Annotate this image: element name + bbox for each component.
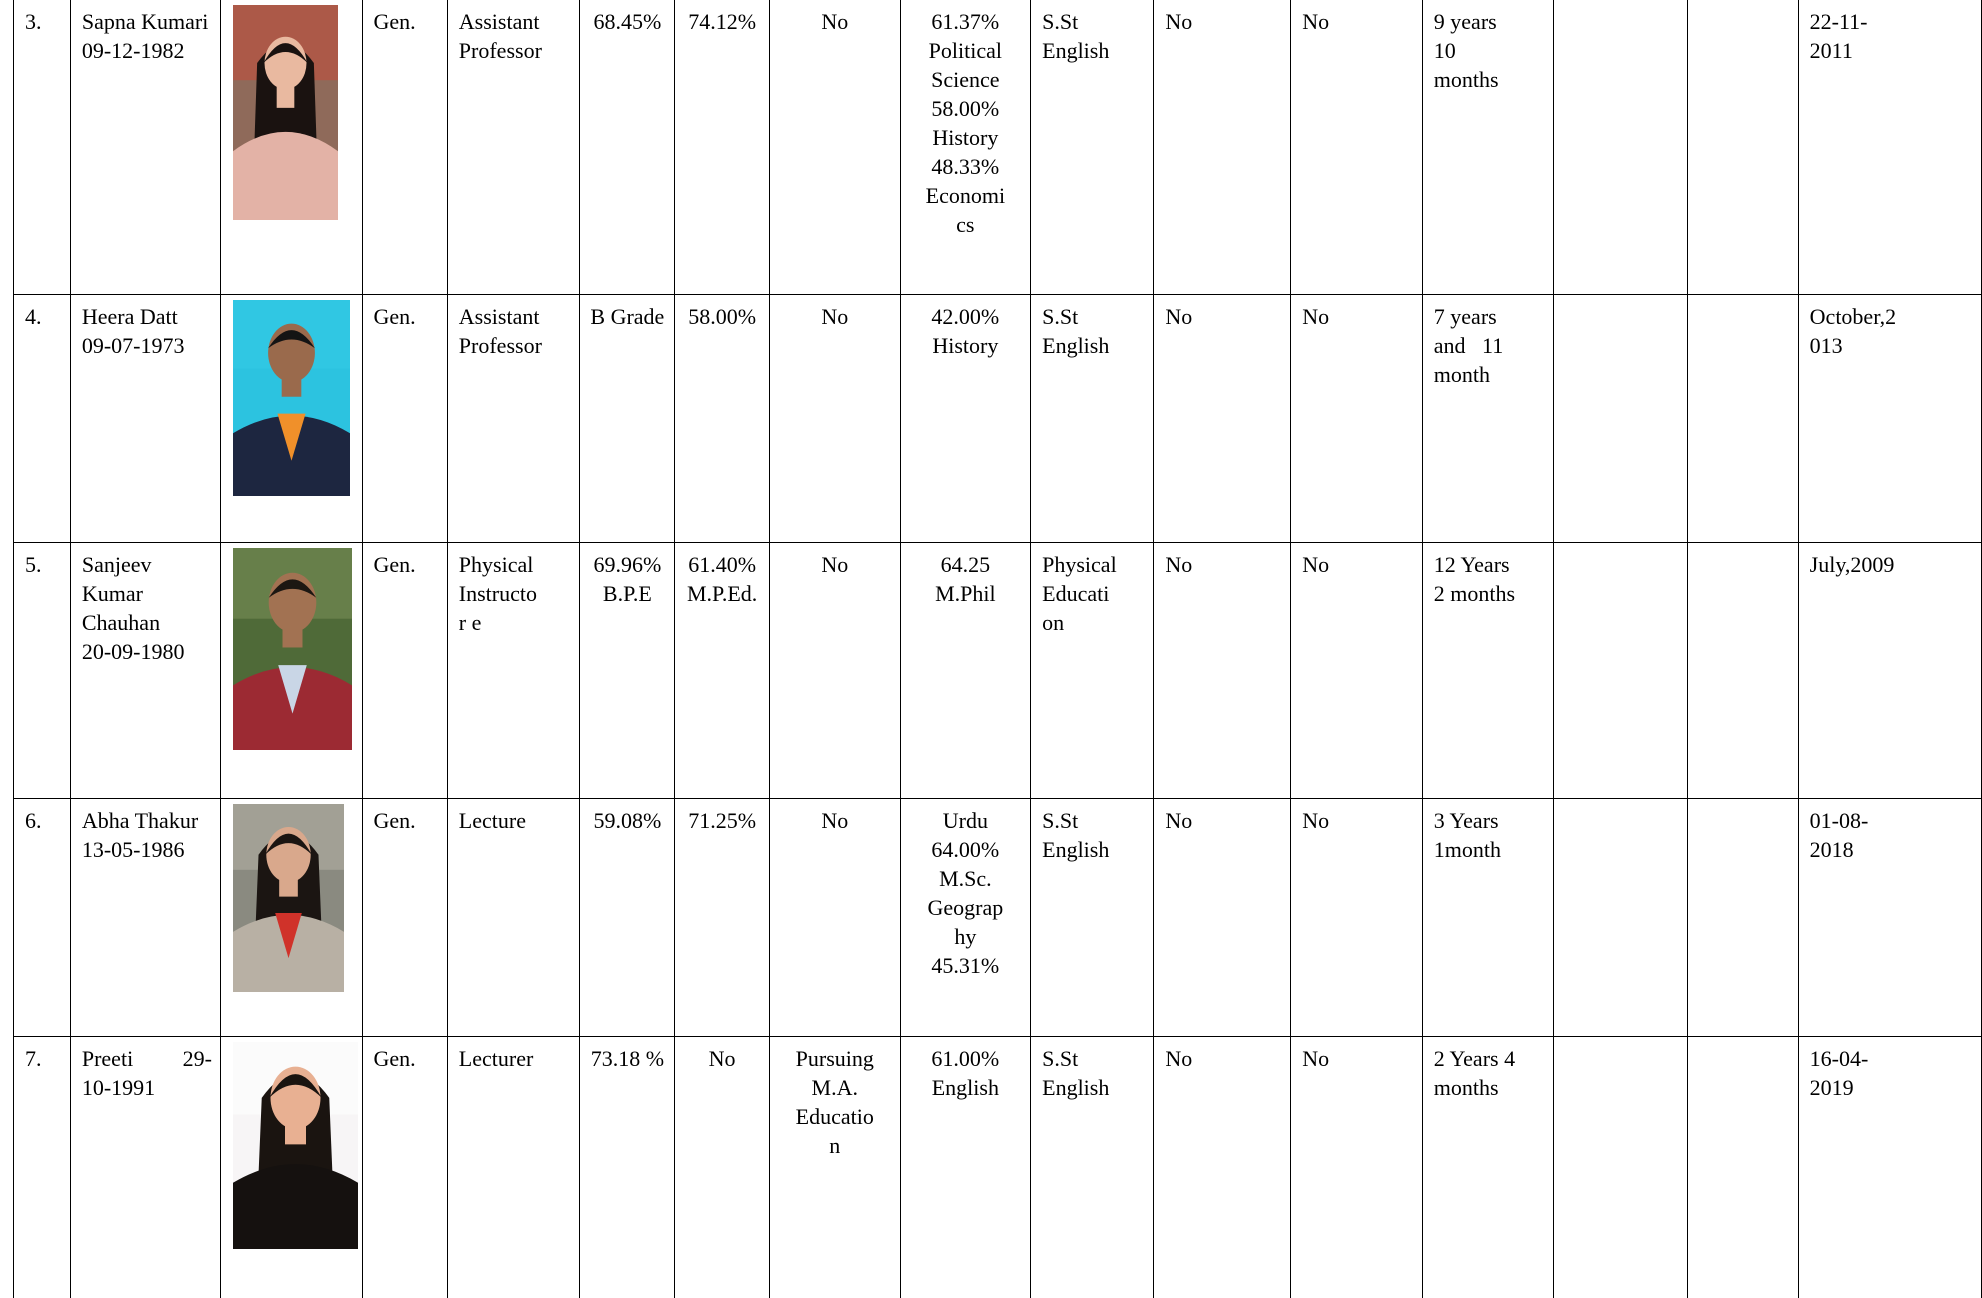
cell-line: 61.37% [931,9,1000,34]
cell-line: 12 Years [1433,552,1510,578]
post-cell [447,294,580,542]
cell-text: Gen. [373,9,416,34]
cell-line: S.St [1042,303,1079,329]
cell-line: Professor [458,38,542,63]
cell-line: months [1433,1075,1499,1101]
blank-cell [1554,294,1688,542]
cell-line: Urdu [942,807,988,833]
cell-line: 13-05-1986 [81,836,185,862]
post-cell [447,0,580,294]
cell-line: 61.00% [931,1046,1000,1072]
cell-line: Pursuing [795,1046,874,1072]
experience-cell [1422,294,1554,542]
cell-line: 48.33% [931,154,1000,179]
photo-cell [221,543,362,799]
cell-line: No [821,552,849,578]
experience-cell [1422,543,1554,799]
qualification-c-cell [770,0,901,294]
cell-line: 3 Years [1433,807,1499,833]
cell-line: Assistant [458,9,540,34]
cell-line: Physical [1042,552,1117,578]
staff-photo [233,5,361,220]
staff-table [13,0,1982,1298]
cell-line: Assistant [458,303,540,329]
flag-f-cell [1291,0,1423,294]
cell-line: 61.40% [688,552,757,578]
cell-text: No [1165,552,1193,578]
flag-e-cell [1154,543,1291,799]
qualification-c-cell [770,543,901,799]
cell-line: Geograp [927,894,1004,920]
cell-line: No [821,303,849,329]
qualification-d-cell [900,294,1031,542]
cell-text: Gen. [373,807,416,833]
cell-text: 7. [25,1046,42,1072]
blank-cell [1688,294,1799,542]
cell-text: No [1165,9,1193,34]
cell-line: 2 Years 4 [1433,1046,1516,1072]
cell-line: 74.12% [688,9,757,34]
cell-line: English [1042,836,1110,862]
cell-line: Instructo [458,581,537,607]
qualification-c-cell [770,798,901,1036]
serial-number-cell [14,798,71,1036]
cell-line: M.Sc. [939,865,992,891]
cell-line: S.St [1042,1046,1079,1072]
joining-date-cell [1798,294,1981,542]
cell-line: History [932,332,999,358]
cell-line: M.Phil [935,581,996,607]
cell-line: 013 [1809,332,1843,358]
cell-line: Lecturer [458,1046,534,1072]
post-cell [447,543,580,799]
cell-text: Gen. [373,552,416,578]
percentage-b-cell [675,1037,770,1298]
cell-line: No [708,1046,736,1072]
joining-date-cell [1798,798,1981,1036]
cell-line: 2011 [1809,38,1853,63]
flag-f-cell [1291,1037,1423,1298]
cell-line: month [1433,361,1491,387]
cell-line: 01-08- [1809,807,1869,833]
cell-text: 5. [25,552,42,578]
cell-line: and 11 [1433,332,1504,358]
category-cell [362,798,447,1036]
flag-f-cell [1291,798,1423,1036]
subject-cell [1031,798,1154,1036]
cell-text: No [1302,552,1330,578]
cell-line: 58.00% [688,303,757,329]
percentage-b-cell [675,294,770,542]
blank-cell [1554,1037,1688,1298]
category-cell [362,294,447,542]
cell-text: No [1302,807,1330,833]
name-dob-cell [70,1037,221,1298]
cell-line: 9 years [1433,9,1497,34]
joining-date-cell [1798,1037,1981,1298]
cell-line: Kumar [81,581,143,607]
cell-line: 16-04- [1809,1046,1869,1072]
cell-text: 3. [25,9,42,34]
qualification-d-cell [900,0,1031,294]
qualification-c-cell [770,294,901,542]
cell-line: 59.08% [593,807,662,833]
experience-cell [1422,1037,1554,1298]
cell-line: 09-07-1973 [81,332,185,358]
category-cell [362,1037,447,1298]
cell-text: No [1165,303,1193,329]
cell-line: 2018 [1809,836,1854,862]
subject-cell [1031,1037,1154,1298]
cell-line: 2 months [1433,581,1516,607]
cell-line: n [829,1133,841,1159]
cell-line: 45.31% [931,952,1000,978]
blank-cell [1688,798,1799,1036]
table-row [14,294,1982,542]
cell-line: October,2 [1809,303,1897,329]
flag-e-cell [1154,0,1291,294]
blank-cell [1554,0,1688,294]
blank-cell [1554,543,1688,799]
photo-cell [221,294,362,542]
cell-line: 20-09-1980 [81,639,185,665]
cell-line: 22-11- [1809,9,1868,34]
cell-line: 58.00% [931,96,1000,121]
cell-text: No [1302,9,1330,34]
name-dob-cell [70,798,221,1036]
cell-text: Gen. [373,303,416,329]
cell-line: 68.45% [593,9,662,34]
cell-line: M.P.Ed. [686,581,758,607]
staff-photo [233,1042,361,1249]
cell-text: No [1302,1046,1330,1072]
flag-e-cell [1154,798,1291,1036]
staff-photo [233,548,361,750]
cell-line: 73.18 % [590,1046,665,1072]
table-body [14,0,1982,1298]
flag-f-cell [1291,294,1423,542]
cell-line: English [1042,332,1110,358]
cell-line: Political [928,38,1002,63]
table-row [14,543,1982,799]
cell-line: Educatio [795,1104,874,1130]
cell-text: No [1165,1046,1193,1072]
percentage-b-cell [675,0,770,294]
cell-line: 64.25 [940,552,991,578]
percentage-a-cell [580,0,675,294]
serial-number-cell [14,1037,71,1298]
percentage-a-cell [580,798,675,1036]
blank-cell [1688,1037,1799,1298]
cell-line: Physical [458,552,534,578]
flag-e-cell [1154,294,1291,542]
table-row [14,798,1982,1036]
cell-line: No [821,9,849,34]
flag-f-cell [1291,543,1423,799]
cell-line: Preeti 29- [81,1046,213,1072]
name-dob-cell [70,294,221,542]
cell-line: Educati [1042,581,1110,607]
cell-text: No [1165,807,1193,833]
cell-line: History [932,125,999,150]
cell-line: cs [956,212,975,237]
name-dob-cell [70,0,221,294]
qualification-d-cell [900,1037,1031,1298]
cell-line: S.St [1042,807,1079,833]
photo-cell [221,1037,362,1298]
cell-text: 6. [25,807,42,833]
cell-text: Gen. [373,1046,416,1072]
cell-line: Science [931,67,1000,92]
cell-line: B Grade [590,303,665,329]
category-cell [362,0,447,294]
percentage-a-cell [580,294,675,542]
table-row [14,1037,1982,1298]
cell-line: 2019 [1809,1075,1854,1101]
cell-line: Chauhan [81,610,161,636]
cell-line: months [1433,67,1499,92]
cell-line: 10 [1433,38,1456,63]
subject-cell [1031,0,1154,294]
cell-line: Sanjeev [81,552,152,578]
cell-text: 4. [25,303,42,329]
cell-line: 64.00% [931,836,1000,862]
cell-line: M.A. [811,1075,858,1101]
staff-photo [233,804,361,992]
cell-line: Lecture [458,807,526,833]
flag-e-cell [1154,1037,1291,1298]
staff-photo [233,300,361,496]
cell-line: Abha Thakur [81,807,199,833]
serial-number-cell [14,543,71,799]
subject-cell [1031,543,1154,799]
cell-line: 09-12-1982 [81,38,185,63]
subject-cell [1031,294,1154,542]
joining-date-cell [1798,0,1981,294]
post-cell [447,798,580,1036]
cell-line: on [1042,610,1065,636]
cell-line: Sapna Kumari [81,9,209,34]
cell-line: Heera Datt [81,303,178,329]
experience-cell [1422,798,1554,1036]
experience-cell [1422,0,1554,294]
qualification-c-cell [770,1037,901,1298]
post-cell [447,1037,580,1298]
cell-text: No [1302,303,1330,329]
cell-line: July,2009 [1809,552,1895,578]
percentage-a-cell [580,1037,675,1298]
table-row [14,0,1982,294]
percentage-b-cell [675,798,770,1036]
serial-number-cell [14,294,71,542]
name-dob-cell [70,543,221,799]
cell-line: 10-1991 [81,1075,156,1101]
qualification-d-cell [900,798,1031,1036]
cell-line: B.P.E [602,581,652,607]
cell-line: Professor [458,332,542,358]
cell-line: 7 years [1433,303,1497,329]
cell-line: S.St [1042,9,1079,34]
cell-line: Economi [925,183,1006,208]
blank-cell [1688,543,1799,799]
cell-line: No [821,807,849,833]
cell-line: hy [954,923,977,949]
cell-line: English [1042,38,1110,63]
percentage-a-cell [580,543,675,799]
cell-line: 69.96% [593,552,662,578]
blank-cell [1554,798,1688,1036]
cell-line: 71.25% [688,807,757,833]
cell-line: r e [458,610,482,636]
qualification-d-cell [900,543,1031,799]
category-cell [362,543,447,799]
percentage-b-cell [675,543,770,799]
cell-line: 1month [1433,836,1502,862]
photo-cell [221,798,362,1036]
cell-line: English [931,1075,999,1101]
cell-line: 42.00% [931,303,1000,329]
blank-cell [1688,0,1799,294]
cell-line: English [1042,1075,1110,1101]
serial-number-cell [14,0,71,294]
photo-cell [221,0,362,294]
joining-date-cell [1798,543,1981,799]
